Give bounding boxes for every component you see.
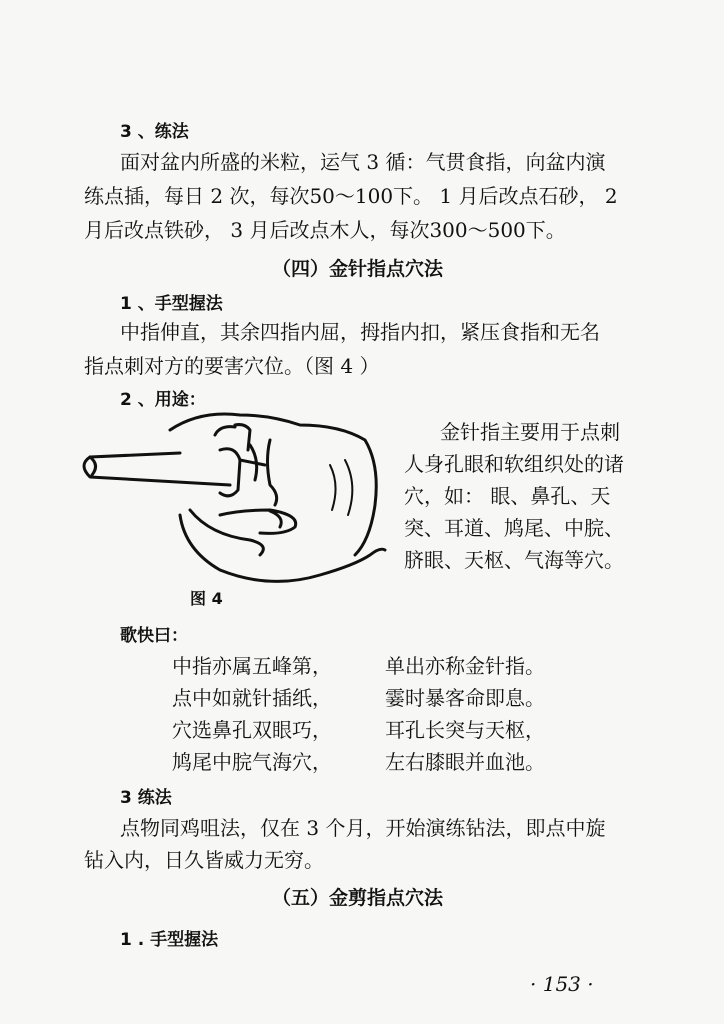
paragraph-line: 钻入内，日久皆威力无穷。 xyxy=(84,848,324,872)
song-verse-left: 鸠尾中脘气海穴， xyxy=(172,750,332,774)
part-title: （四）金针指点穴法 xyxy=(272,258,444,280)
song-verse-left: 中指亦属五峰第， xyxy=(172,654,332,678)
paragraph-line: 金针指主要用于点刺 xyxy=(440,420,620,444)
subsection-heading: 1 . 手型握法 xyxy=(120,930,219,950)
paragraph-line: 脐眼、天枢、气海等穴。 xyxy=(404,548,624,572)
paragraph-line: 面对盆内所盛的米粒，运气 3 循：气贯食指，向盆内演 xyxy=(120,150,606,174)
paragraph-line: 穴，如： 眼、鼻孔、天 xyxy=(404,484,611,508)
paragraph-line: 指点刺对方的要害穴位。（图 4 ） xyxy=(84,354,380,378)
paragraph-line: 点物同鸡咀法，仅在 3 个月，开始演练钻法，即点中旋 xyxy=(120,816,606,840)
song-title: 歌快曰： xyxy=(120,626,188,646)
song-verse-left: 点中如就针插纸， xyxy=(172,686,332,710)
paragraph-line: 月后改点铁砂， 3 月后改点木人，每次300～500下。 xyxy=(84,218,566,242)
figure-caption: 图 4 xyxy=(190,589,223,608)
subsection-heading: 1 、手型握法 xyxy=(120,294,223,314)
subsection-heading: 2 、用途： xyxy=(120,390,206,410)
page-number: · 153 · xyxy=(530,972,594,996)
part-title: （五）金剪指点穴法 xyxy=(272,887,444,909)
song-verse-left: 穴选鼻孔双眼巧， xyxy=(172,718,332,742)
subsection-heading: 3 练法 xyxy=(120,788,172,808)
song-verse-right: 左右膝眼并血池。 xyxy=(385,750,545,774)
hand-illustration xyxy=(70,405,400,590)
paragraph-line: 突、耳道、鸠尾、中脘、 xyxy=(404,516,624,540)
song-verse-right: 霎时暴客命即息。 xyxy=(385,686,545,710)
section-heading: 3 、练法 xyxy=(120,122,189,142)
paragraph-line: 中指伸直，其余四指内屈，拇指内扣，紧压食指和无名 xyxy=(120,320,600,344)
paragraph-line: 练点插，每日 2 次，每次50～100下。 1 月后改点石砂， 2 xyxy=(84,184,618,208)
song-verse-right: 耳孔长突与天枢， xyxy=(385,718,545,742)
song-verse-right: 单出亦称金针指。 xyxy=(385,654,545,678)
paragraph-line: 人身孔眼和软组织处的诸 xyxy=(404,452,624,476)
